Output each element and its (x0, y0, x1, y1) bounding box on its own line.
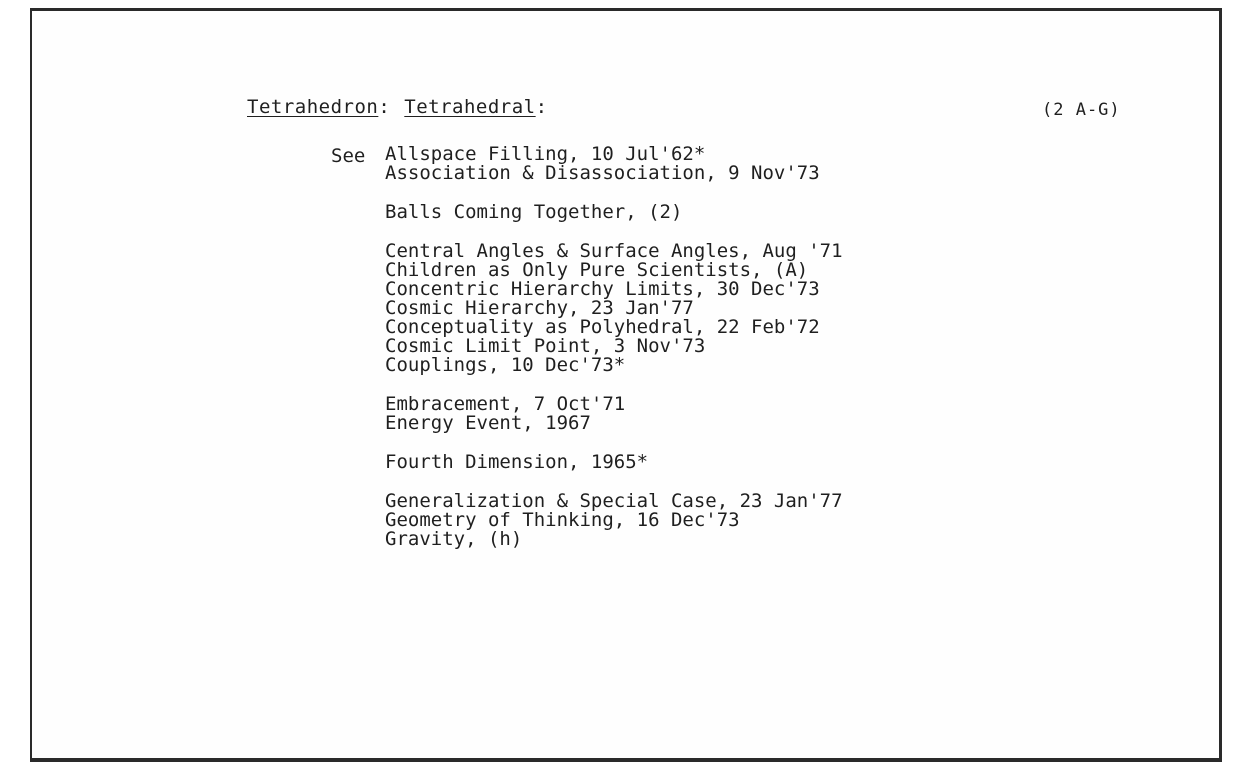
cross-reference-entry: Conceptuality as Polyhedral, 22 Feb'72 (385, 316, 820, 338)
heading-colon: : (535, 96, 548, 118)
cross-reference-entry: Gravity, (h) (385, 528, 523, 550)
card-code: (2 A-G) (1042, 100, 1121, 120)
entry-group (385, 145, 843, 183)
cross-reference-entry: Embracement, 7 Oct'71 (385, 393, 626, 415)
cross-reference-entry: Cosmic Limit Point, 3 Nov'73 (385, 335, 706, 357)
entry-group (385, 453, 843, 472)
heading-term-tetrahedron: Tetrahedron (247, 96, 379, 118)
cross-reference-entry: Fourth Dimension, 1965* (385, 451, 649, 473)
card-heading (247, 96, 548, 118)
entry-group (385, 492, 843, 549)
see-label: See (331, 145, 366, 167)
cross-reference-entry: Generalization & Special Case, 23 Jan'77 (385, 490, 843, 512)
heading-term-tetrahedral: Tetrahedral (404, 96, 536, 118)
cross-reference-entry: Children as Only Pure Scientists, (A) (385, 259, 809, 281)
cross-reference-entry: Cosmic Hierarchy, 23 Jan'77 (385, 297, 694, 319)
cross-reference-entry: Concentric Hierarchy Limits, 30 Dec'73 (385, 278, 820, 300)
cross-reference-entry: Balls Coming Together, (2) (385, 201, 683, 223)
entry-group (385, 203, 843, 222)
cross-reference-entry: Association & Disassociation, 9 Nov'73 (385, 162, 820, 184)
cross-reference-entry: Central Angles & Surface Angles, Aug '71 (385, 240, 843, 262)
entry-group (385, 242, 843, 375)
cross-reference-entry: Energy Event, 1967 (385, 412, 591, 434)
entry-group (385, 395, 843, 433)
cross-reference-entry: Geometry of Thinking, 16 Dec'73 (385, 509, 740, 531)
heading-colon: : (378, 96, 391, 118)
cross-reference-entry: Allspace Filling, 10 Jul'62* (385, 143, 706, 165)
cross-reference-list (385, 145, 843, 569)
cross-reference-entry: Couplings, 10 Dec'73* (385, 354, 626, 376)
